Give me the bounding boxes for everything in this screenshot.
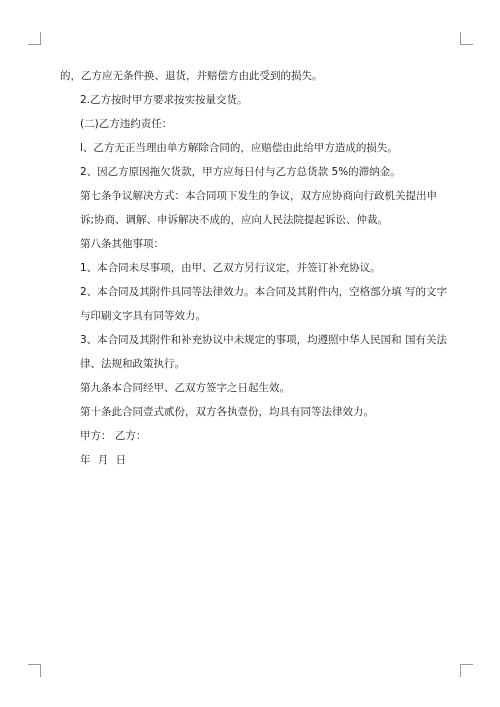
- crop-mark-bottom-right: [460, 664, 473, 677]
- article-8-item-3: 3、本合同及其附件和补充协议中未规定的事项，均遵照中华人民国和 国有关法律、法规和政策执行。: [80, 334, 448, 370]
- signature-date: 年 月 日: [80, 454, 127, 466]
- paragraph-liability-1: l、乙方无正当理由单方解除合同的，应赔偿由此给甲方造成的损失。: [80, 142, 398, 154]
- article-8-item-1: 1、本合同未尽事项，由甲、乙双方另行议定，并签订补充协议。: [80, 262, 381, 274]
- crop-mark-top-left: [28, 32, 41, 45]
- paragraph-delivery: 2.乙方按时甲方要求按实按量交货。: [80, 94, 248, 106]
- crop-mark-top-right: [460, 32, 473, 45]
- article-10-copies: 第十条此合同壹式贰份，双方各执壹份，均具有同等法律效力。: [80, 406, 374, 418]
- article-8-heading: 第八条其他事项：: [80, 238, 164, 250]
- paragraph-continuation: 的，乙方应无条件换、退货，并赔偿方由此受到的损失。: [60, 70, 323, 82]
- article-8-item-2: 2、本合同及其附件具同等法律效力。本合同及其附件内，空格部分填 写的文字与印刷文字具有同等效力。: [80, 286, 448, 322]
- section-heading-party-b-liability: (二)乙方违约责任：: [80, 118, 173, 130]
- paragraph-liability-2: 2、因乙方原因拖欠货款，甲方应每日付与乙方总货款 5%的滞纳金。: [80, 166, 401, 178]
- crop-mark-bottom-left: [28, 664, 41, 677]
- article-9-effective: 第九条本合同经甲、乙双方签字之日起生效。: [80, 382, 290, 394]
- article-7-dispute-resolution: 第七条争议解决方式：本合同项下发生的争议，双方应协商向行政机关提出申诉;协商、调解、申诉解决不成的，应向人民法院提起诉讼、仲裁。: [80, 190, 437, 226]
- document-body: [60, 64, 448, 472]
- signature-parties: 甲方： 乙方：: [80, 430, 147, 442]
